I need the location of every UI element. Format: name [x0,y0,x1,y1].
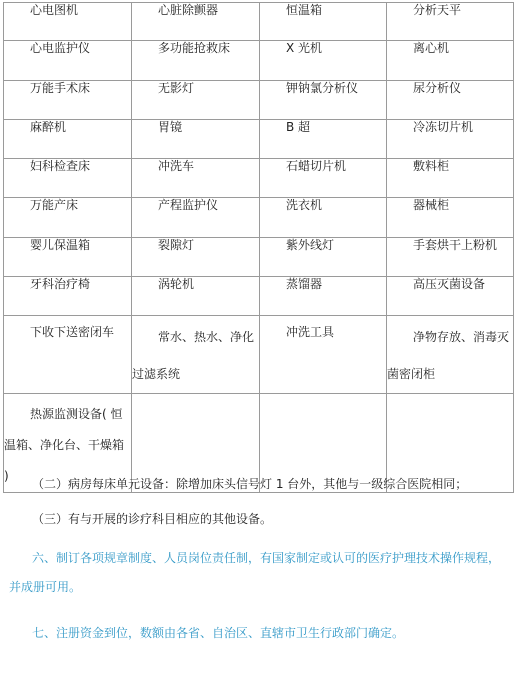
paragraph-registered-capital: 七、注册资金到位，数额由各省、自治区、直辖市卫生行政部门确定。 [32,626,405,640]
table-cell: 冲洗车 [132,159,260,198]
table-row [4,81,514,120]
table-row [4,41,514,81]
table-cell: 洗衣机 [260,198,387,238]
table-cell: 器械柜 [387,198,514,238]
table-cell: 麻醉机 [4,120,132,159]
table-cell: 产程监护仪 [132,198,260,238]
table-cell: 净物存放、消毒灭菌密闭柜 [387,316,514,394]
table-cell: 敷料柜 [387,159,514,198]
table-cell: 手套烘干上粉机 [387,238,514,277]
table-row [4,277,514,316]
table-row [4,3,514,41]
table-cell: B 超 [260,120,387,159]
table-cell: 冷冻切片机 [387,120,514,159]
table-cell: 心电图机 [4,3,132,41]
table-cell: 婴儿保温箱 [4,238,132,277]
table-row [4,159,514,198]
table-cell: 涡轮机 [132,277,260,316]
table-cell: X 光机 [260,41,387,81]
table-cell: 常水、热水、净化过滤系统 [132,316,260,394]
table-cell: 牙科治疗椅 [4,277,132,316]
table-cell: 无影灯 [132,81,260,120]
table-row [4,120,514,159]
table-cell: 热源监测设备( 恒温箱、净化台、干燥箱 ) [4,394,132,493]
table-cell: 石蜡切片机 [260,159,387,198]
table-cell: 妇科检查床 [4,159,132,198]
table-cell: 裂隙灯 [132,238,260,277]
table-cell: 万能产床 [4,198,132,238]
table-cell: 胃镜 [132,120,260,159]
equipment-table [3,2,514,493]
table-cell: 高压灭菌设备 [387,277,514,316]
table-cell: 钾钠氯分析仪 [260,81,387,120]
table-cell: 尿分析仪 [387,81,514,120]
table-cell: 心脏除颤器 [132,3,260,41]
table-cell: 下收下送密闭车 [4,316,132,394]
table-cell: 多功能抢救床 [132,41,260,81]
table-cell: 心电监护仪 [4,41,132,81]
paragraph-rules: 六、制订各项规章制度、人员岗位责任制，有国家制定或认可的医疗护理技术操作规程，并成册可用。 [9,551,501,594]
table-cell: 蒸馏器 [260,277,387,316]
table-row [4,198,514,238]
paragraph-other-equipment: （三）有与开展的诊疗科目相应的其他设备。 [32,512,273,526]
table-cell: 分析天平 [387,3,514,41]
table-cell: 离心机 [387,41,514,81]
table-row [4,316,514,394]
table-cell: 恒温箱 [260,3,387,41]
table-cell: 紫外线灯 [260,238,387,277]
table-cell: 万能手术床 [4,81,132,120]
table-row [4,238,514,277]
paragraph-ward-equipment: （二）病房每床单元设备：除增加床头信号灯 1 台外，其他与一级综合医院相同； [32,477,468,491]
table-cell: 冲洗工具 [260,316,387,394]
